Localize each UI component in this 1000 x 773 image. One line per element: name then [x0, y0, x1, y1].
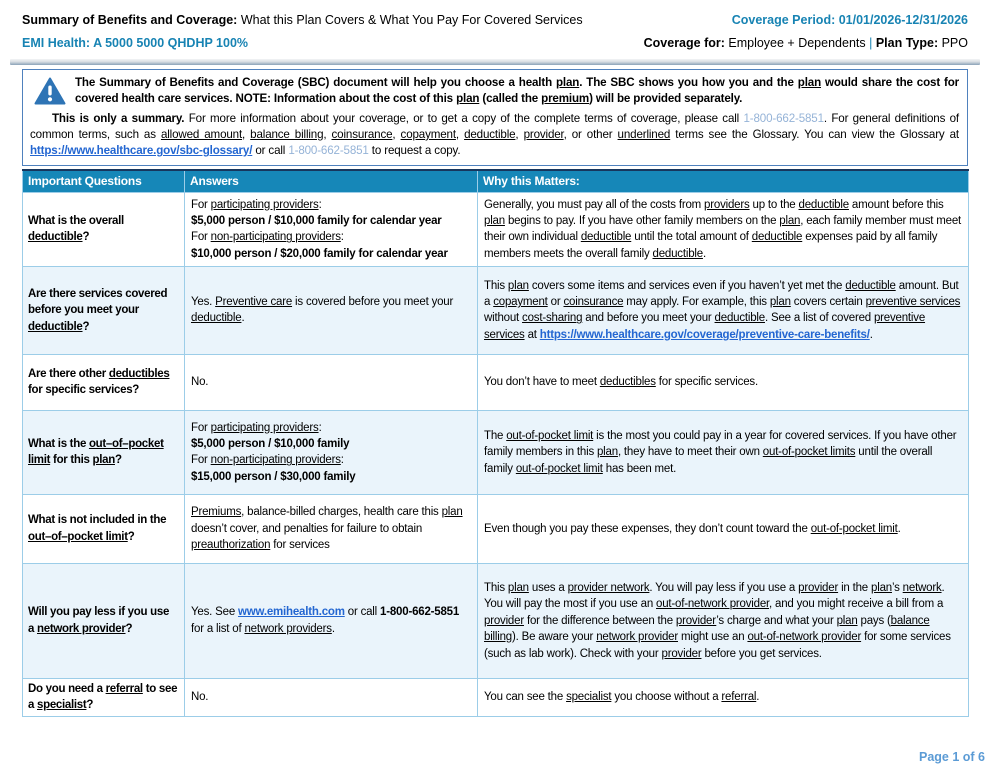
why-cell [478, 494, 969, 563]
text-segment: doesn’t cover, and penalties for failure to obtain [191, 522, 423, 535]
text-segment: out-of-pocket limit [506, 429, 594, 442]
text-segment: , balance-billed charges, health care this [241, 506, 442, 519]
text-segment: allowed amount [160, 127, 243, 141]
text-segment: cost-sharing [522, 312, 583, 325]
text-segment: non-participating providers [210, 231, 341, 244]
text-segment: . [897, 522, 901, 535]
text-segment: $10,000 person / $20,000 family for calendar year [191, 247, 448, 260]
hyperlink[interactable]: https://www.healthcare.gov/sbc-glossary/ [30, 144, 253, 158]
text-segment: up to the [749, 198, 799, 211]
text-segment: : [318, 421, 322, 434]
text-segment: plan [769, 295, 791, 308]
text-segment: or call [252, 144, 289, 158]
text-segment: This is only a summary. [52, 111, 185, 125]
text-segment: , [242, 127, 251, 141]
table-row-other-deductibles [23, 354, 969, 410]
text-segment: in the [838, 581, 872, 594]
text-segment: Are there other [28, 367, 109, 380]
text-segment: This [484, 581, 508, 594]
text-segment: before you get services. [701, 647, 822, 660]
document-header [22, 13, 968, 51]
text-segment: . See a list of covered [764, 312, 874, 325]
text-segment: No. [191, 691, 209, 704]
answer-cell [185, 678, 478, 716]
text-segment: Premiums [191, 506, 242, 519]
text-segment: ’s charge and what your [716, 614, 837, 627]
text-segment: deductibles [599, 376, 656, 389]
warning-icon [34, 77, 66, 105]
text-segment: , and you might receive a bill from a [769, 598, 944, 611]
text-segment: 1-800-662-5851 [380, 606, 460, 619]
text-segment: Are there services covered before you meet your [28, 287, 168, 317]
text-segment: 1-800-662-5851 [288, 144, 369, 158]
text-segment: amount. But a [484, 279, 959, 308]
text-segment: . [756, 691, 760, 704]
question-cell [23, 266, 185, 354]
text-segment: ? [114, 454, 122, 467]
text-segment: referral [721, 691, 757, 704]
text-segment: coinsurance [563, 295, 624, 308]
text-segment: ? [86, 699, 94, 712]
text-segment: Yes. See [191, 606, 239, 619]
text-segment: . The SBC shows you how you and the [579, 76, 798, 89]
question-cell [23, 354, 185, 410]
text-segment: Preventive care [215, 295, 293, 308]
text-segment: deductible [28, 320, 83, 333]
text-segment: provider [675, 614, 717, 627]
question-cell [23, 563, 185, 678]
text-segment: out–of–pocket limit [28, 530, 128, 543]
plan-type-label: Plan Type: [875, 36, 942, 50]
table-row-not-included-in-limit [23, 494, 969, 563]
text-segment: would share the cost for covered health care services. NOTE: Information about the cost of this [75, 76, 960, 106]
divider-bar [10, 59, 980, 65]
text-segment: plan [484, 214, 505, 227]
text-segment: participating providers [210, 198, 319, 211]
text-segment: ? [82, 231, 90, 244]
text-segment: plan [92, 454, 115, 467]
text-segment: deductible [798, 198, 849, 211]
text-segment: non-participating providers [210, 454, 341, 467]
text-segment: to see a [28, 682, 178, 712]
text-segment: network provider [596, 631, 678, 644]
text-segment: at [524, 328, 540, 341]
text-segment: out-of-pocket limits [762, 446, 856, 459]
answer-cell [185, 354, 478, 410]
text-segment: deductible [751, 231, 803, 244]
hyperlink[interactable]: www.emihealth.com [238, 606, 345, 619]
text-segment: : [340, 231, 344, 244]
why-cell [478, 563, 969, 678]
why-cell [478, 410, 969, 494]
text-segment: deductible [580, 231, 632, 244]
text-segment: Will you pay less if you use a [28, 606, 170, 635]
text-segment: copayment [400, 127, 456, 141]
text-segment: $5,000 person / $10,000 family [191, 437, 350, 450]
coverage-for-label: Coverage for: [643, 36, 729, 50]
text-segment: . [702, 247, 706, 260]
text-segment: (called the [479, 92, 542, 106]
text-segment: provider [484, 614, 524, 627]
text-segment: deductible [845, 279, 896, 292]
notice-box [22, 69, 968, 166]
text-segment: ) will be provided separately. [589, 92, 743, 106]
document-title [22, 13, 583, 28]
text-segment: preauthorization [191, 539, 271, 552]
text-segment: out-of-pocket limit [810, 522, 898, 535]
text-segment: plan [555, 76, 580, 89]
text-segment: Do you need a [28, 682, 106, 695]
text-segment: terms see the Glossary. You can view the Glossary at [670, 127, 959, 141]
plan-name: EMI Health: A 5000 5000 QHDHP 100% [22, 36, 249, 50]
text-segment: deductible [464, 127, 516, 141]
notice-paragraph-2 [30, 111, 959, 160]
page-number: Page 1 of 6 [919, 750, 985, 764]
text-segment: deductible [28, 231, 83, 244]
pipe-separator: | [865, 36, 876, 50]
text-segment: you choose without a [611, 691, 722, 704]
text-segment: ? [127, 530, 135, 543]
text-segment: ? [125, 622, 133, 635]
notice-paragraph-1 [30, 75, 959, 108]
text-segment: has been met. [602, 462, 677, 475]
why-cell [478, 266, 969, 354]
why-cell [478, 192, 969, 266]
text-segment: Generally, you must pay all of the costs from [484, 198, 705, 211]
text-segment: underlined [617, 127, 671, 141]
text-segment: coinsurance [331, 127, 393, 141]
text-segment: for specific services? [28, 384, 140, 397]
text-segment: For [191, 454, 211, 467]
answer-cell [185, 192, 478, 266]
text-segment: covers some items and services even if you haven’t yet met the [528, 279, 846, 292]
table-row-services-before-deductible [23, 266, 969, 354]
text-segment: referral [105, 682, 143, 695]
text-segment: specialist [37, 699, 87, 712]
text-segment: preventive services [484, 312, 926, 341]
text-segment: For [191, 421, 211, 434]
table-row-referral-specialist [23, 678, 969, 716]
text-segment: copayment [493, 295, 548, 308]
text-segment: premium [541, 92, 590, 106]
text-segment: plan [441, 506, 463, 519]
important-questions-table [22, 169, 969, 716]
question-cell [23, 494, 185, 563]
text-segment: plan [456, 92, 480, 106]
question-cell [23, 410, 185, 494]
text-segment: begins to pay. If you have other family members on the [504, 214, 780, 227]
text-segment: may apply. For example, this [623, 295, 770, 308]
text-segment: $15,000 person / $30,000 family [191, 470, 356, 483]
text-segment: provider [798, 581, 839, 594]
document-title-rest: What this Plan Covers & What You Pay For Covered Services [237, 13, 583, 27]
question-cell [23, 192, 185, 266]
table-row-overall-deductible [23, 192, 969, 266]
text-segment: providers [704, 198, 750, 211]
table-row-out-of-pocket-limit [23, 410, 969, 494]
text-segment: for this [50, 454, 93, 467]
text-segment: 1-800-662-5851 [743, 111, 824, 125]
text-segment: , each family member must meet their own individual [484, 214, 962, 244]
text-segment: plan [507, 279, 529, 292]
why-cell [478, 678, 969, 716]
text-segment: without [484, 312, 523, 325]
text-segment: Even though you pay these expenses, they don’t count toward the [484, 522, 811, 535]
text-segment: pays ( [857, 614, 891, 627]
text-segment: plan [797, 76, 822, 89]
text-segment: network providers [244, 622, 332, 635]
text-segment: is covered before you meet your [292, 295, 454, 308]
text-segment: $5,000 person / $10,000 family for calendar year [191, 214, 442, 227]
text-segment: . [331, 622, 335, 635]
answer-cell [185, 563, 478, 678]
text-segment: or [547, 295, 564, 308]
column-header-answers: Answers [185, 170, 478, 192]
text-segment: For [191, 198, 211, 211]
text-segment: or call [344, 606, 381, 619]
text-segment: . You will pay less if you use a [649, 581, 799, 594]
text-segment: plan [507, 581, 529, 594]
text-segment: This [484, 279, 508, 292]
text-segment: deductible [191, 312, 242, 325]
header-right [644, 13, 968, 51]
text-segment: plan [871, 581, 892, 594]
text-segment: provider network [567, 581, 650, 594]
text-segment: What is not included in the [28, 514, 167, 527]
text-segment: balance billing [484, 614, 930, 644]
table-header-row [23, 170, 969, 192]
text-segment: expenses paid by all family members meets the overall family [484, 231, 938, 260]
column-header-why-this-matters: Why this Matters: [478, 170, 969, 192]
text-segment: No. [191, 376, 209, 389]
text-segment: , [323, 127, 332, 141]
plan-type-value: PPO [941, 36, 968, 50]
text-segment: provider [661, 647, 702, 660]
text-segment: out–of–pocket limit [28, 437, 164, 467]
question-cell [23, 678, 185, 716]
text-segment: and before you meet your [582, 312, 715, 325]
text-segment: . You will pay the most if you use an [484, 581, 945, 611]
text-segment: for some services (such as lab work). Check with your [484, 631, 951, 660]
text-segment: For [191, 231, 211, 244]
answer-cell [185, 266, 478, 354]
text-segment: until the total amount of [631, 231, 752, 244]
text-segment: , [515, 127, 524, 141]
text-segment: covers certain [790, 295, 866, 308]
coverage-period: Coverage Period: 01/01/2026-12/31/2026 [731, 13, 968, 27]
text-segment: for services [270, 539, 330, 552]
text-segment: . For general definitions of common terms, such as [30, 111, 959, 141]
text-segment: balance billing [250, 127, 324, 141]
text-segment: uses a [528, 581, 568, 594]
text-segment: deductibles [108, 367, 170, 380]
text-segment: amount before this [848, 198, 944, 211]
text-segment: out-of-pocket limit [515, 462, 603, 475]
text-segment: , or other [563, 127, 618, 141]
text-segment: is the most you could pay in a year for covered services. If you have other family members in this [484, 429, 957, 459]
header-left [22, 13, 583, 51]
text-segment: What is the overall [28, 214, 124, 227]
text-segment: until the overall family [484, 446, 933, 475]
text-segment: deductible [652, 247, 703, 260]
text-segment: ). Be aware your [512, 631, 597, 644]
text-segment: You don’t have to meet [484, 376, 600, 389]
table-row-network-provider [23, 563, 969, 678]
text-segment: For more information about your coverage, or to get a copy of the complete terms of coverage, please call [184, 111, 744, 125]
text-segment: What is the [28, 437, 89, 450]
text-segment: preventive services [865, 295, 961, 308]
text-segment: , [455, 127, 465, 141]
text-segment: The Summary of Benefits and Coverage (SBC) document will help you choose a health [75, 76, 556, 89]
text-segment: network provider [37, 622, 126, 635]
text-segment: for the difference between the [523, 614, 676, 627]
text-segment: plan [596, 446, 618, 459]
text-segment: provider [523, 127, 564, 141]
why-cell [478, 354, 969, 410]
text-segment: out-of-network provider [747, 631, 862, 644]
text-segment: plan [779, 214, 801, 227]
text-segment: for specific services. [655, 376, 758, 389]
text-segment: specialist [566, 691, 612, 704]
column-header-important-questions: Important Questions [23, 170, 185, 192]
text-segment: participating providers [210, 421, 319, 434]
text-segment: to request a copy. [368, 144, 461, 158]
text-segment: : [340, 454, 344, 467]
answer-cell [185, 410, 478, 494]
text-segment: for a list of [191, 622, 245, 635]
text-segment: ? [82, 320, 90, 333]
text-segment: Yes. [191, 295, 216, 308]
text-segment: network [902, 581, 942, 594]
coverage-for-value: Employee + Dependents [728, 36, 866, 50]
text-segment: out-of-network provider [656, 598, 770, 611]
text-segment: The [484, 429, 507, 442]
coverage-for-line [644, 36, 968, 51]
answer-cell [185, 494, 478, 563]
text-segment: deductible [714, 312, 765, 325]
text-segment: You can see the [484, 691, 567, 704]
text-segment: . [241, 312, 245, 325]
document-title-bold: Summary of Benefits and Coverage: [22, 13, 238, 27]
hyperlink[interactable]: https://www.healthcare.gov/coverage/preventive-care-benefits/ [539, 328, 870, 341]
text-segment: plan [836, 614, 858, 627]
text-segment: , [392, 127, 401, 141]
text-segment: ’s [891, 581, 903, 594]
text-segment: : [318, 198, 322, 211]
text-segment: might use an [678, 631, 748, 644]
text-segment: , they have to meet their own [617, 446, 763, 459]
text-segment: . [869, 328, 873, 341]
